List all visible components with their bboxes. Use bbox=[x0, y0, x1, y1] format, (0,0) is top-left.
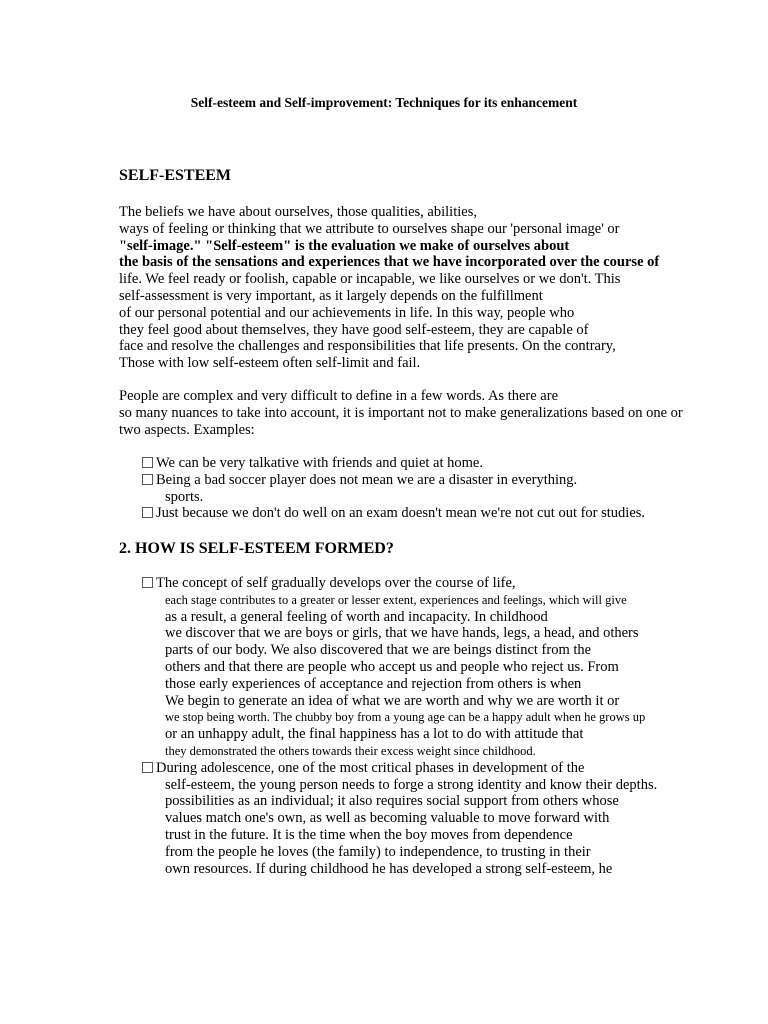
list-item: Being a bad soccer player does not mean we are a disaster in everything. bbox=[142, 472, 645, 489]
paragraph-line: they feel good about themselves, they have good self-esteem, they are capable of bbox=[119, 321, 589, 338]
list-item-continuation: each stage contributes to a greater or lesser extent, experiences and feelings, which will give bbox=[165, 592, 627, 607]
paragraph-line: "self-image." "Self-esteem" is the evaluation we make of ourselves about bbox=[119, 237, 570, 254]
list-item-continuation: as a result, a general feeling of worth and incapacity. In childhood bbox=[165, 608, 548, 625]
paragraph-line: People are complex and very difficult to define in a few words. As there are bbox=[119, 388, 559, 404]
list-item: During adolescence, one of the most critical phases in development of the bbox=[142, 760, 657, 777]
document-title: Self-esteem and Self-improvement: Techniques for its enhancement bbox=[190, 95, 578, 110]
paragraph-line: life. We feel ready or foolish, capable or incapable, we like ourselves or we don't. This bbox=[119, 271, 621, 288]
list-item-continuation: possibilities as an individual; it also requires social support from others whose bbox=[165, 793, 619, 810]
paragraph-beliefs bbox=[119, 204, 659, 372]
section-heading-self-esteem: SELF-ESTEEM bbox=[119, 167, 232, 184]
paragraph-line: of our personal potential and our achievements in life. In this way, people who bbox=[119, 304, 575, 321]
examples-list bbox=[142, 455, 645, 522]
list-item-continuation: from the people he loves (the family) to independence, to trusting in their bbox=[165, 843, 591, 860]
bullet-box-icon bbox=[142, 474, 153, 485]
list-item-continuation: values match one's own, as well as becoming valuable to move forward with bbox=[165, 810, 610, 827]
paragraph-complexity bbox=[119, 388, 683, 438]
list-item-continuation: or an unhappy adult, the final happiness has a lot to do with attitude that bbox=[165, 726, 584, 743]
list-item-continuation: they demonstrated the others towards their excess weight since childhood. bbox=[165, 743, 536, 758]
list-item-continuation: We begin to generate an idea of what we are worth and why we are worth it or bbox=[165, 692, 620, 709]
formation-list bbox=[142, 575, 657, 877]
paragraph-line: Those with low self-esteem often self-limit and fail. bbox=[119, 355, 421, 372]
paragraph-line: the basis of the sensations and experiences that we have incorporated over the course of bbox=[119, 254, 660, 271]
list-item: The concept of self gradually develops over the course of life, bbox=[142, 575, 657, 592]
section-heading-how-formed: 2. HOW IS SELF-ESTEEM FORMED? bbox=[119, 540, 394, 557]
paragraph-line: so many nuances to take into account, it is important not to make generalizations based on one or bbox=[119, 404, 683, 421]
list-item: Just because we don't do well on an exam doesn't mean we're not cut out for studies. bbox=[142, 505, 645, 522]
bullet-box-icon bbox=[142, 457, 153, 468]
paragraph-line: face and resolve the challenges and responsibilities that life presents. On the contrary, bbox=[119, 338, 616, 355]
bullet-box-icon bbox=[142, 762, 153, 773]
list-item-continuation: own resources. If during childhood he has developed a strong self-esteem, he bbox=[165, 860, 613, 877]
list-item-continuation: we stop being worth. The chubby boy from a young age can be a happy adult when he grows up bbox=[165, 710, 646, 725]
list-item-continuation: trust in the future. It is the time when the boy moves from dependence bbox=[165, 826, 573, 843]
bullet-box-icon bbox=[142, 507, 153, 518]
list-item-continuation: those early experiences of acceptance and rejection from others is when bbox=[165, 675, 582, 692]
list-item: We can be very talkative with friends and quiet at home. bbox=[142, 455, 645, 472]
list-item-continuation: parts of our body. We also discovered that we are beings distinct from the bbox=[165, 642, 592, 659]
paragraph-line: self-assessment is very important, as it largely depends on the fulfillment bbox=[119, 287, 543, 304]
paragraph-line: two aspects. Examples: bbox=[119, 421, 255, 438]
paragraph-line: ways of feeling or thinking that we attribute to ourselves shape our 'personal image' or bbox=[119, 220, 620, 237]
paragraph-line: The beliefs we have about ourselves, those qualities, abilities, bbox=[119, 204, 477, 220]
list-item-continuation: others and that there are people who accept us and people who reject us. From bbox=[165, 658, 619, 675]
list-item-continuation: we discover that we are boys or girls, that we have hands, legs, a head, and others bbox=[165, 625, 639, 642]
list-item-continuation: sports. bbox=[165, 488, 204, 505]
list-item-continuation: self-esteem, the young person needs to forge a strong identity and know their depths. bbox=[165, 776, 658, 793]
bullet-box-icon bbox=[142, 577, 153, 588]
